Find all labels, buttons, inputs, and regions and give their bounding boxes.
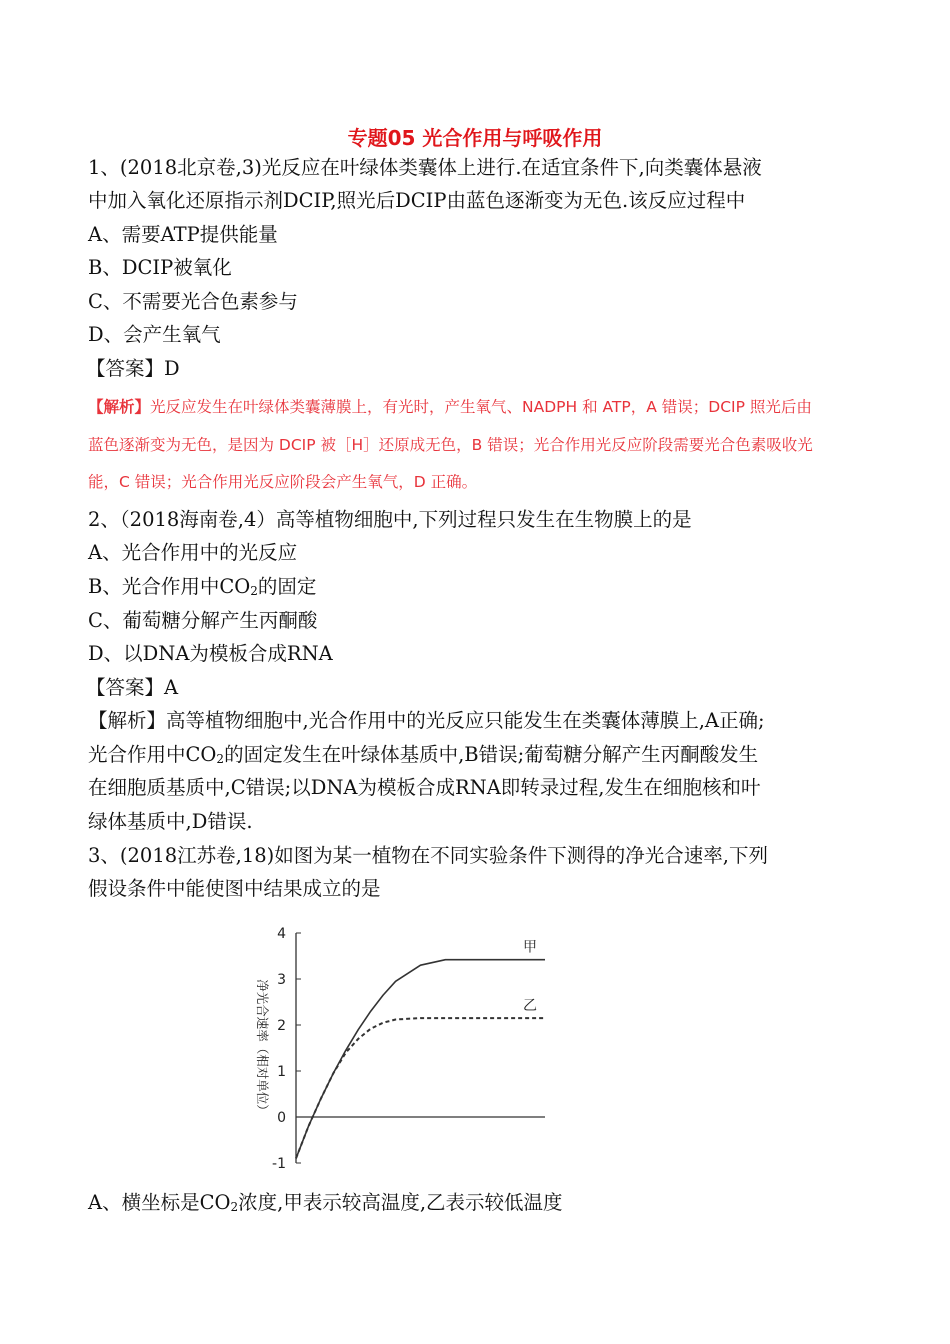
q2-analysis-line2-sub: 2 <box>216 752 225 766</box>
series-label-yi: 乙 <box>523 998 537 1015</box>
net-photosynthesis-chart <box>240 915 560 1175</box>
q1-analysis-line2: 蓝色逐渐变为无色，是因为 DCIP 被［H］还原成无色，B 错误；光合作用光反应阶段需要光合色素吸收光 <box>88 436 813 454</box>
y-tick-label: 4 <box>277 926 286 942</box>
q2-option-b <box>88 573 316 601</box>
q2-option-b-post: 的固定 <box>257 575 317 598</box>
y-tick-label: 3 <box>277 972 286 988</box>
q3-option-a <box>88 1189 563 1217</box>
q2-analysis-line4: 绿体基质中,D错误. <box>88 810 253 833</box>
q2-option-b-sub: 2 <box>250 584 258 598</box>
q3-stem-line1: 3、(2018江苏卷,18)如图为某一植物在不同实验条件下测得的净光合速率,下列 <box>88 844 768 867</box>
q2-analysis-line2 <box>88 741 758 769</box>
series-labels <box>523 940 537 1014</box>
q1-option-a: A、需要ATP提供能量 <box>88 223 278 246</box>
y-axis-title: 净光合速率（相对单位） <box>255 979 270 1117</box>
series-line-jia <box>296 960 545 1159</box>
y-axis-ticks <box>272 926 301 1172</box>
y-tick-label: 2 <box>277 1018 286 1034</box>
q2-analysis-line3: 在细胞质基质中,C错误;以DNA为模板合成RNA即转录过程,发生在细胞核和叶 <box>88 776 761 799</box>
y-tick-label: -1 <box>272 1156 286 1172</box>
q2-option-a: A、光合作用中的光反应 <box>88 541 298 564</box>
y-tick-label: 0 <box>277 1110 286 1126</box>
q3-option-a-post: 浓度,甲表示较高温度,乙表示较低温度 <box>238 1191 563 1214</box>
q1-stem-line1: 1、(2018北京卷,3)光反应在叶绿体类囊体上进行.在适宜条件下,向类囊体悬液 <box>88 156 762 179</box>
q1-analysis-line3: 能，C 错误；光合作用光反应阶段会产生氧气，D 正确。 <box>88 473 478 491</box>
q1-option-c: C、不需要光合色素参与 <box>88 290 298 313</box>
q1-stem-line2: 中加入氧化还原指示剂DCIP,照光后DCIP由蓝色逐渐变为无色.该反应过程中 <box>88 189 746 212</box>
q1-analysis-tag: 【解析】 <box>88 398 151 416</box>
data-series <box>296 960 545 1159</box>
q1-option-b: B、DCIP被氧化 <box>88 256 232 279</box>
q2-answer: 【答案】A <box>86 676 179 699</box>
q3-stem-line2: 假设条件中能使图中结果成立的是 <box>88 877 381 900</box>
q3-option-a-pre: A、横坐标是CO <box>88 1191 231 1214</box>
q2-analysis-line2-post: 的固定发生在叶绿体基质中,B错误;葡萄糖分解产生丙酮酸发生 <box>224 743 759 766</box>
q2-analysis-line1: 【解析】高等植物细胞中,光合作用中的光反应只能发生在类囊体薄膜上,A正确; <box>88 709 765 732</box>
q1-analysis-line1 <box>88 394 812 420</box>
y-axis-label <box>255 979 270 1117</box>
series-label-jia: 甲 <box>523 939 537 956</box>
q2-analysis-line2-pre: 光合作用中CO <box>88 743 217 766</box>
q2-option-d: D、以DNA为模板合成RNA <box>88 642 333 665</box>
series-line-yi <box>296 1018 545 1158</box>
q3-option-a-sub: 2 <box>230 1200 239 1214</box>
q1-option-d: D、会产生氧气 <box>88 323 221 346</box>
q2-option-b-pre: B、光合作用中CO <box>88 575 251 598</box>
q2-stem: 2、（2018海南卷,4）高等植物细胞中,下列过程只发生在生物膜上的是 <box>88 508 692 531</box>
y-tick-label: 1 <box>277 1064 286 1080</box>
q1-answer: 【答案】D <box>86 357 180 380</box>
q1-analysis-text1: 光反应发生在叶绿体类囊薄膜上，有光时，产生氧气、NADPH 和 ATP，A 错误；DCIP 照光后由 <box>150 398 812 416</box>
q2-option-c: C、葡萄糖分解产生丙酮酸 <box>88 609 318 632</box>
page-title: 专题05 光合作用与呼吸作用 <box>347 126 603 150</box>
